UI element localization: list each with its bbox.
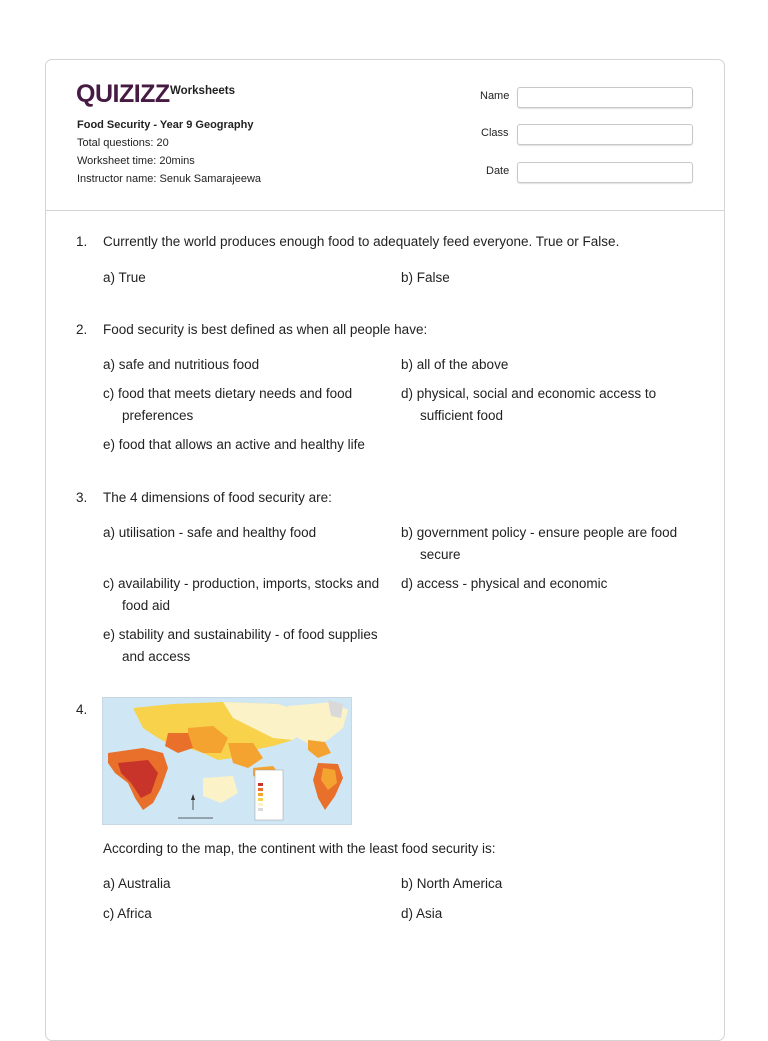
- name-label: Name: [480, 90, 510, 102]
- class-label: Class: [481, 127, 509, 139]
- logo-subtitle: Worksheets: [170, 85, 235, 97]
- question-text: The 4 dimensions of food security are:: [103, 490, 332, 505]
- worksheet-header: [46, 60, 724, 211]
- answer-option: a) Australia: [103, 876, 171, 891]
- food-security-world-map: [102, 697, 352, 825]
- answer-option: c) food that meets dietary needs and food preferences: [103, 386, 353, 423]
- question-number: 4.: [76, 702, 88, 717]
- answer-option: b) False: [401, 270, 450, 285]
- date-label: Date: [486, 165, 510, 177]
- name-field[interactable]: [517, 87, 693, 108]
- answer-option: a) utilisation - safe and healthy food: [103, 525, 317, 540]
- question-text: Currently the world produces enough food to adequately feed everyone. True or False.: [103, 234, 620, 249]
- question-number: 1.: [76, 234, 88, 249]
- answer-option: c) availability - production, imports, stocks and food aid: [103, 576, 380, 613]
- answer-option: b) all of the above: [401, 357, 509, 372]
- total-questions: Total questions: 20: [77, 137, 169, 149]
- answer-option: b) North America: [401, 876, 503, 891]
- world-map-graphic: [103, 698, 351, 824]
- answer-option: a) True: [103, 270, 146, 285]
- class-field[interactable]: [517, 124, 693, 145]
- answer-option: d) access - physical and economic: [401, 576, 608, 591]
- answer-option: a) safe and nutritious food: [103, 357, 260, 372]
- answer-option: b) government policy - ensure people are food secure: [401, 525, 678, 562]
- question-text: According to the map, the continent with the least food security is:: [103, 841, 496, 856]
- date-field[interactable]: [517, 162, 693, 183]
- worksheet-title: Food Security - Year 9 Geography: [77, 119, 254, 131]
- worksheet-time: Worksheet time: 20mins: [77, 155, 195, 167]
- answer-option: e) stability and sustainability - of food supplies and access: [103, 627, 378, 664]
- answer-option: d) Asia: [401, 906, 443, 921]
- answer-option: d) physical, social and economic access to sufficient food: [401, 386, 657, 423]
- question-number: 3.: [76, 490, 88, 505]
- answer-option: e) food that allows an active and healthy life: [103, 437, 365, 452]
- question-text: Food security is best defined as when all people have:: [103, 322, 428, 337]
- question-number: 2.: [76, 322, 88, 337]
- instructor-name: Instructor name: Senuk Samarajeewa: [77, 173, 262, 185]
- quizizz-logo: QUIZIZZ: [76, 80, 170, 108]
- answer-option: c) Africa: [103, 906, 152, 921]
